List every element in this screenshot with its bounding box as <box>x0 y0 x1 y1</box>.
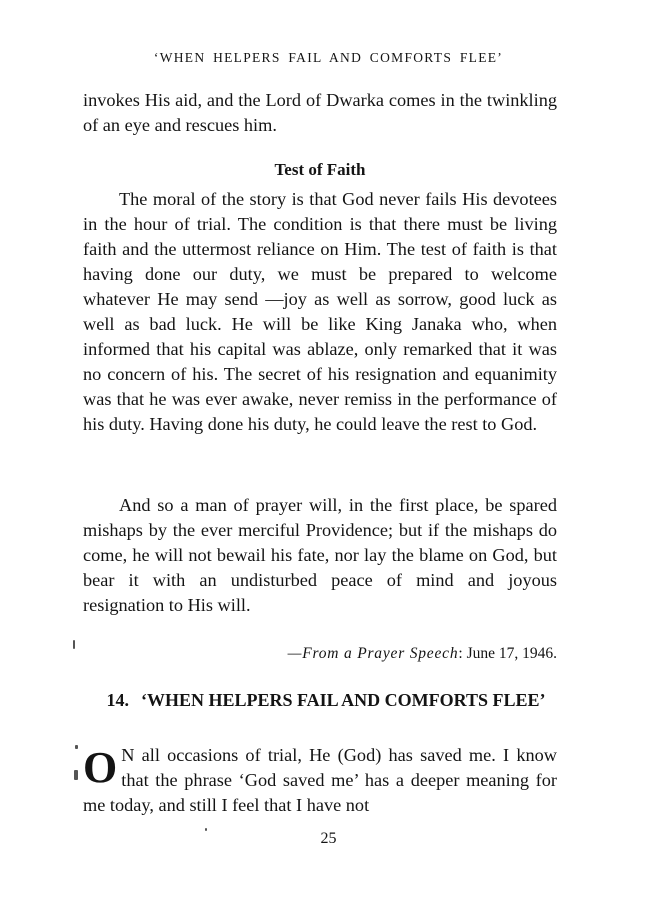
paragraph-chapter-opening-text: N all occasions of trial, He (God) has saved me. I know that the phrase ‘God saved me’ has a deeper meaning for me today, and still I feel that I have not <box>83 745 557 815</box>
page-number: 25 <box>320 830 337 847</box>
drop-cap: O <box>83 743 118 792</box>
scan-speck <box>205 828 207 831</box>
paragraph-moral: The moral of the story is that God never fails His devotees in the hour of trial. The condition is that there must be living faith and the uttermost reliance on Him. The test of faith is that having done our duty, we must be prepared to welcome whatever He may send —joy as well as sorrow, good luck as well as bad luck. He will be like King Janaka who, when informed that his capital was ablaze, only remarked that it was no concern of his. The secret of his resignation and equanimity was that he was ever awake, never remiss in the performance of his duty. Having done his duty, he could leave the rest to God. <box>83 189 557 434</box>
scan-speck <box>73 640 75 649</box>
chapter-title: ‘WHEN HELPERS FAIL AND COMFORTS FLEE’ <box>140 690 546 710</box>
section-heading: Test of Faith <box>274 160 366 179</box>
scan-speck <box>74 770 78 780</box>
attribution-date: : June 17, 1946. <box>458 645 557 662</box>
running-head: ‘WHEN HELPERS FAIL AND COMFORTS FLEE’ <box>153 50 504 65</box>
attribution <box>83 645 557 663</box>
chapter-heading <box>95 688 557 713</box>
chapter-number: 14. <box>106 690 129 710</box>
paragraph-continuation: invokes His aid, and the Lord of Dwarka comes in the twinkling of an eye and rescues him. <box>83 90 557 135</box>
paragraph-man-of-prayer: And so a man of prayer will, in the first place, be spared mishaps by the ever merciful Providence; but if the mishaps do come, he will not bewail his fate, nor lay the blame on God, but bear it with an undisturbed peace of mind and joyous resignation to His will. <box>83 495 557 615</box>
attribution-source: —From a Prayer Speech <box>287 645 459 662</box>
scan-speck <box>75 745 78 749</box>
paragraph-chapter-opening <box>83 743 557 818</box>
